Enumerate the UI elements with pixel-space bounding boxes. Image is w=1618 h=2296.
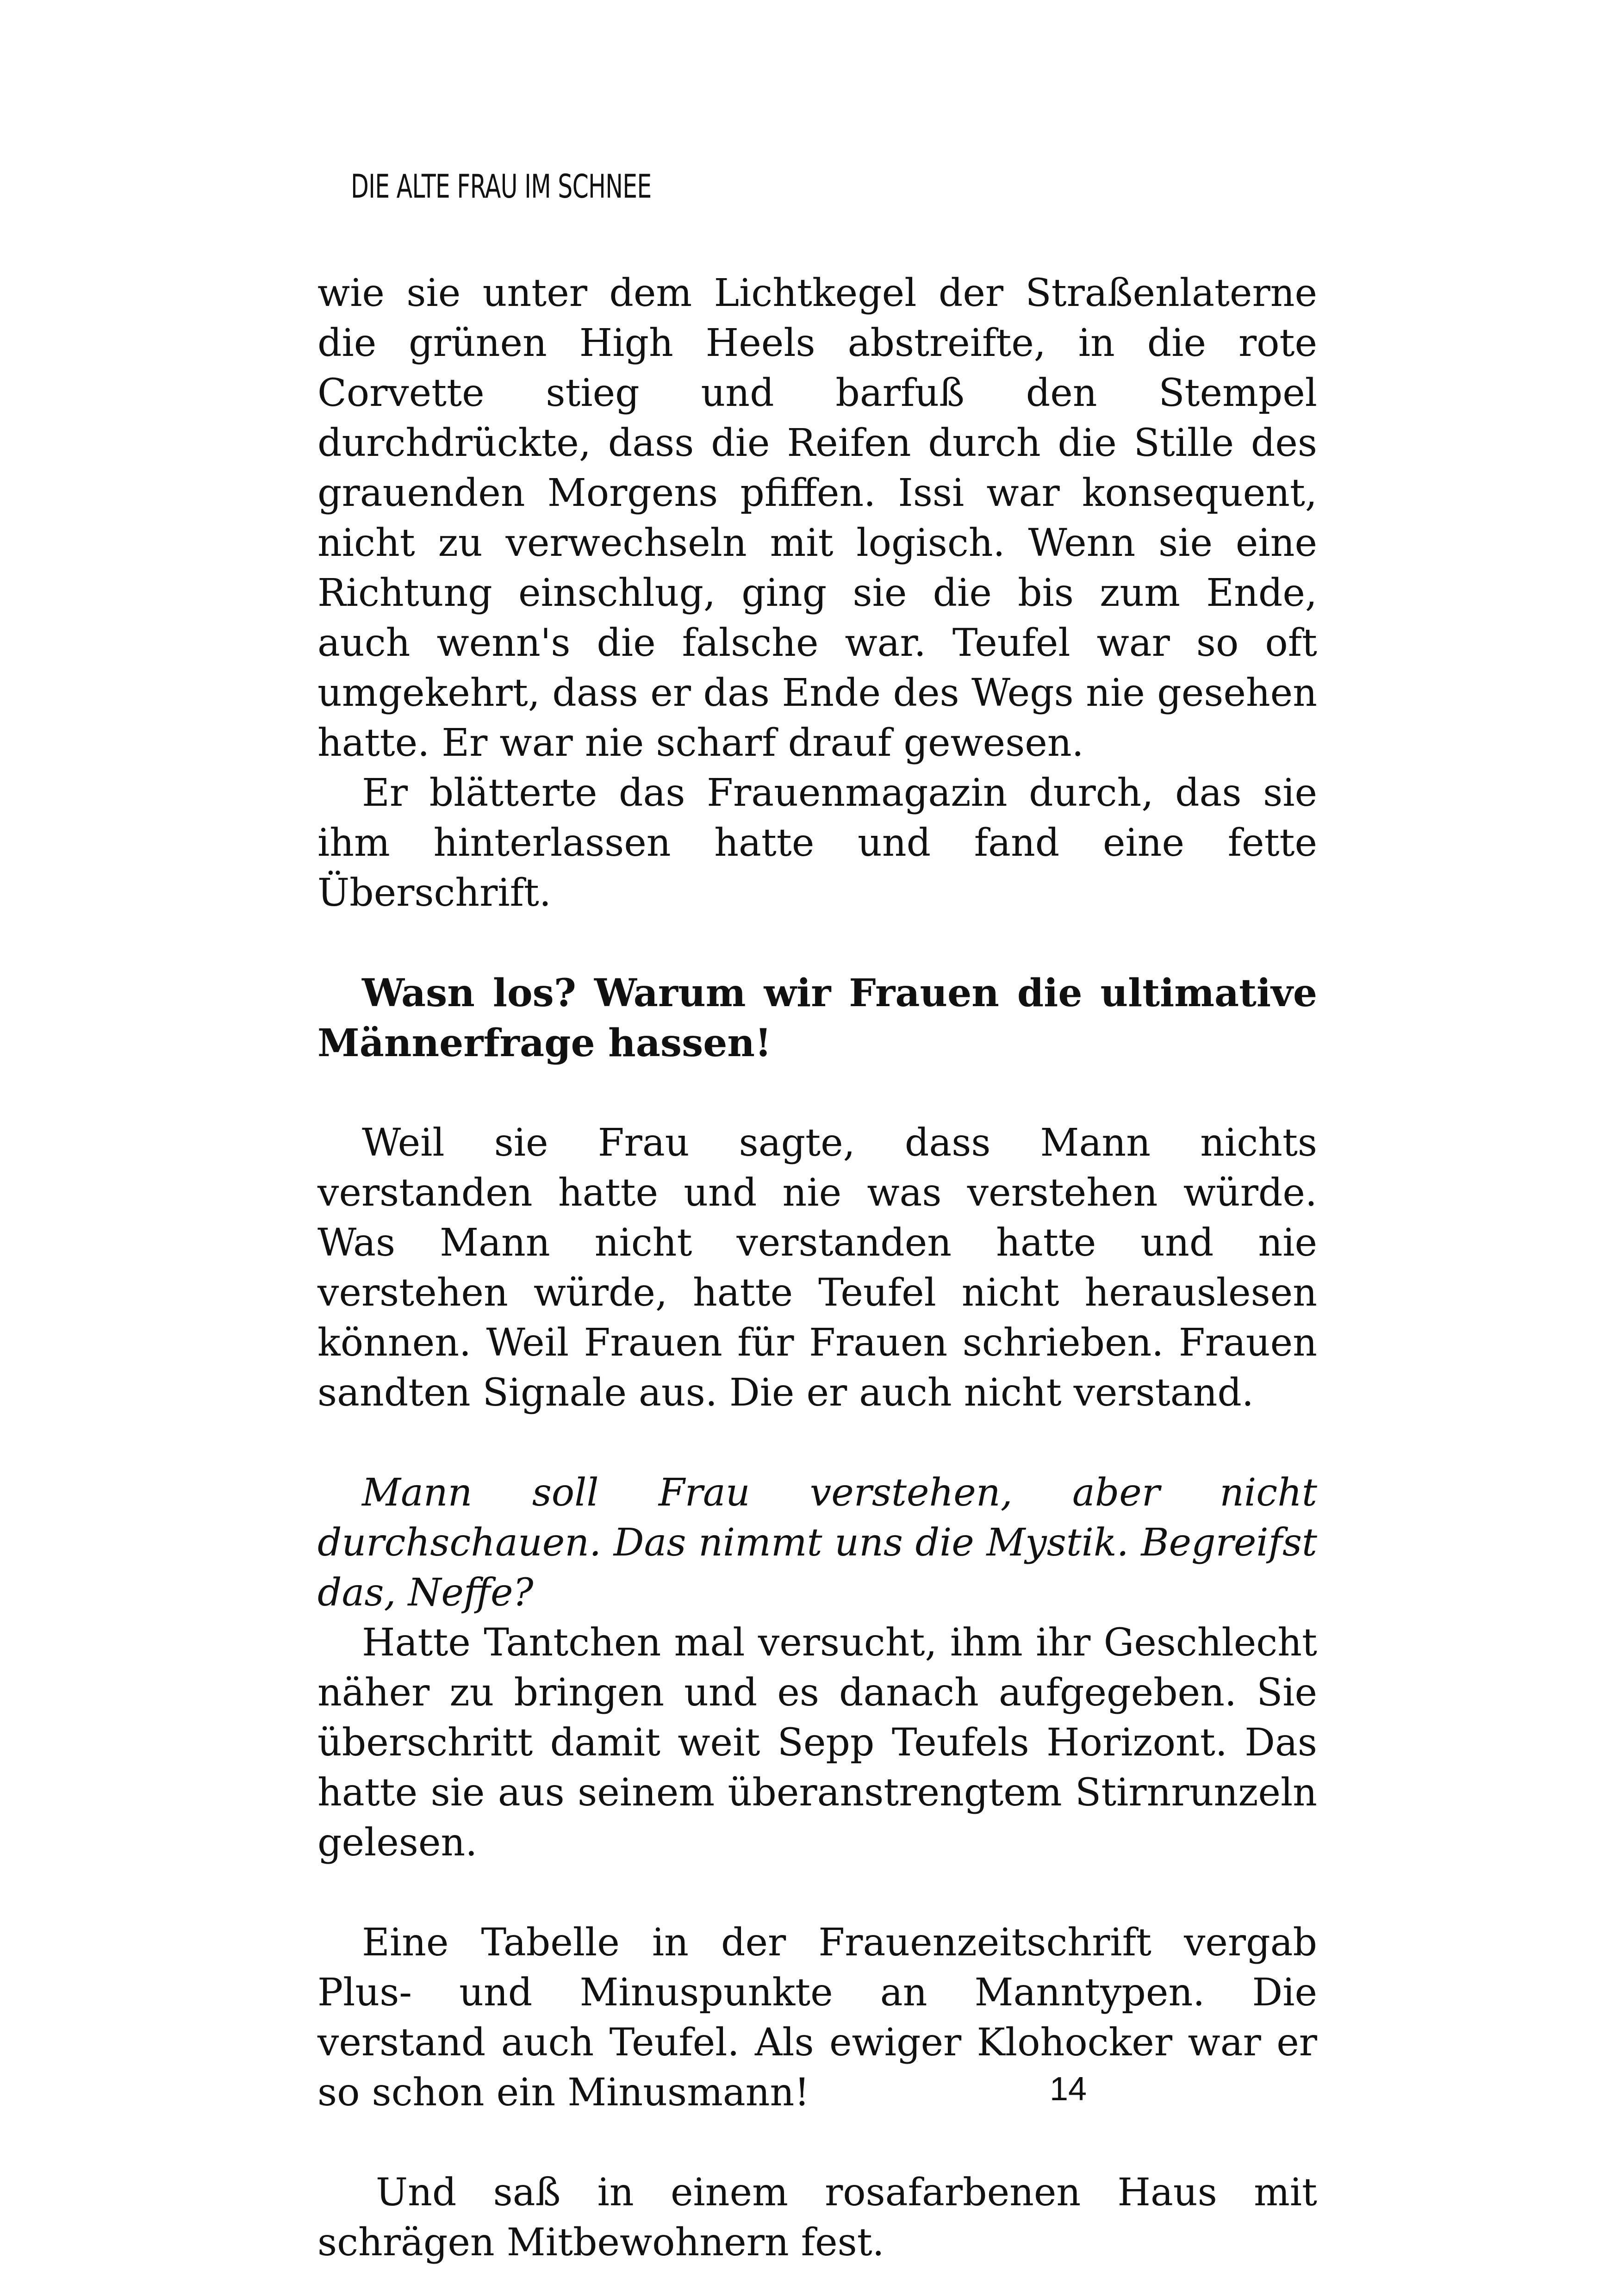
body-text	[317, 268, 1317, 2268]
paragraph-4: Hatte Tantchen mal versucht, ihm ihr Geschlecht näher zu bringen und es danach aufgegeben. Sie überschritt damit weit Sepp Teufels Horizont. Das hatte sie aus seinem überanstrengtem Stirnrunzeln gelesen.	[317, 1621, 1317, 1865]
paragraph-6: Und saß in einem rosafarbenen Haus mit schrägen Mitbewohnern fest.	[317, 2171, 1317, 2265]
paragraph-2: Er blätterte das Frauenmagazin durch, das sie ihm hinterlassen hatte und fand eine fette Überschrift.	[317, 771, 1317, 915]
paragraph-1: wie sie unter dem Lichtkegel der Straßenlaterne die grünen High Heels abstreifte, in die rote Corvette stieg und barfuß den Stempel durchdrückte, dass die Reifen durch die Stille des grauenden Morgens pfiffen. Issi war konsequent, nicht zu verwechseln mit logisch. Wenn sie eine Richtung einschlug, ging sie die bis zum Ende, auch wenn's die falsche war. Teufel war so oft umgekehrt, dass er das Ende des Wegs nie gesehen hatte. Er war nie scharf drauf gewesen.	[317, 271, 1317, 765]
page-number: 14	[1050, 2071, 1087, 2108]
paragraph-3: Weil sie Frau sagte, dass Mann nichts verstanden hatte und nie was verstehen würde. Was Mann nicht verstanden hatte und nie verstehen würde, hatte Teufel nicht herauslesen können. Weil Frauen für Frauen schrieben. Frauen sandten Signale aus. Die er auch nicht verstand.	[317, 1121, 1317, 1415]
paragraph-5: Eine Tabelle in der Frauenzeitschrift vergab Plus- und Minuspunkte an Manntypen. Die verstand auch Teufel. Als ewiger Klohocker war er so schon ein Minusmann!	[317, 1921, 1317, 2115]
running-header: DIE ALTE FRAU IM SCHNEE	[351, 168, 652, 205]
aunt-quote: Mann soll Frau verstehen, aber nicht durchschauen. Das nimmt uns die Mystik. Begreifst das, Neffe?	[317, 1471, 1317, 1615]
magazine-headline: Wasn los? Warum wir Frauen die ultimative Männerfrage hassen!	[317, 971, 1317, 1065]
